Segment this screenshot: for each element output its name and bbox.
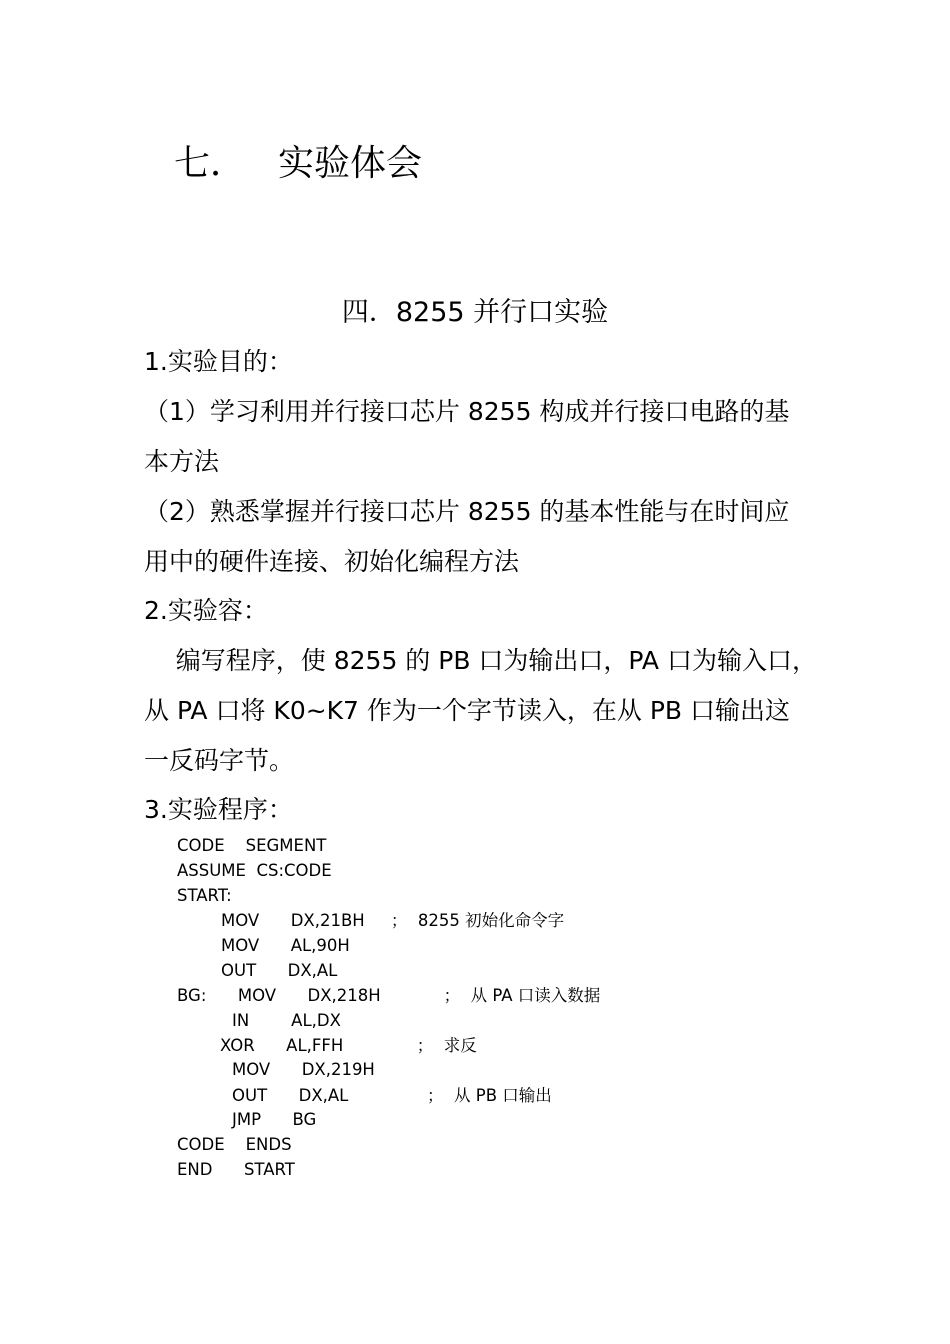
code-line: OUT DX,AL bbox=[221, 961, 338, 980]
content-line: 一反码字节。 bbox=[144, 746, 295, 775]
code-line: ASSUME CS:CODE bbox=[177, 861, 332, 880]
code-line: IN AL,DX bbox=[232, 1011, 341, 1030]
content-heading: 2.实验容： bbox=[144, 596, 268, 625]
code-line: OUT DX,AL ； 从 PB 口输出 bbox=[232, 1086, 552, 1105]
content-line: 从 PA 口将 K0~K7 作为一个字节读入，在从 PB 口输出这 bbox=[144, 696, 791, 725]
section-title: 实验体会 bbox=[278, 143, 423, 184]
code-line: START: bbox=[177, 886, 232, 905]
purpose-line: 用中的硬件连接、初始化编程方法 bbox=[144, 547, 520, 576]
code-line: CODE ENDS bbox=[177, 1135, 292, 1154]
code-line: END START bbox=[177, 1160, 295, 1179]
content-line: 编写程序，使 8255 的 PB 口为输出口，PA 口为输入口， bbox=[144, 646, 817, 675]
purpose-line: 本方法 bbox=[144, 447, 220, 476]
section-number: 七． bbox=[174, 143, 247, 184]
code-line: MOV DX,21BH ； 8255 初始化命令字 bbox=[221, 911, 565, 930]
experiment-title: 四．8255 并行口实验 bbox=[341, 297, 609, 328]
code-line: CODE SEGMENT bbox=[177, 836, 327, 855]
purpose-heading: 1.实验目的： bbox=[144, 347, 293, 376]
program-heading: 3.实验程序： bbox=[144, 795, 293, 824]
purpose-line: （2）熟悉掌握并行接口芯片 8255 的基本性能与在时间应 bbox=[144, 497, 790, 526]
code-line: BG: MOV DX,218H ； 从 PA 口读入数据 bbox=[177, 986, 601, 1005]
code-line: MOV DX,219H bbox=[232, 1060, 375, 1079]
code-line: MOV AL,90H bbox=[221, 936, 350, 955]
purpose-line: （1）学习利用并行接口芯片 8255 构成并行接口电路的基 bbox=[144, 397, 790, 426]
code-line: XOR AL,FFH ； 求反 bbox=[220, 1036, 477, 1055]
code-line: JMP BG bbox=[232, 1110, 317, 1129]
